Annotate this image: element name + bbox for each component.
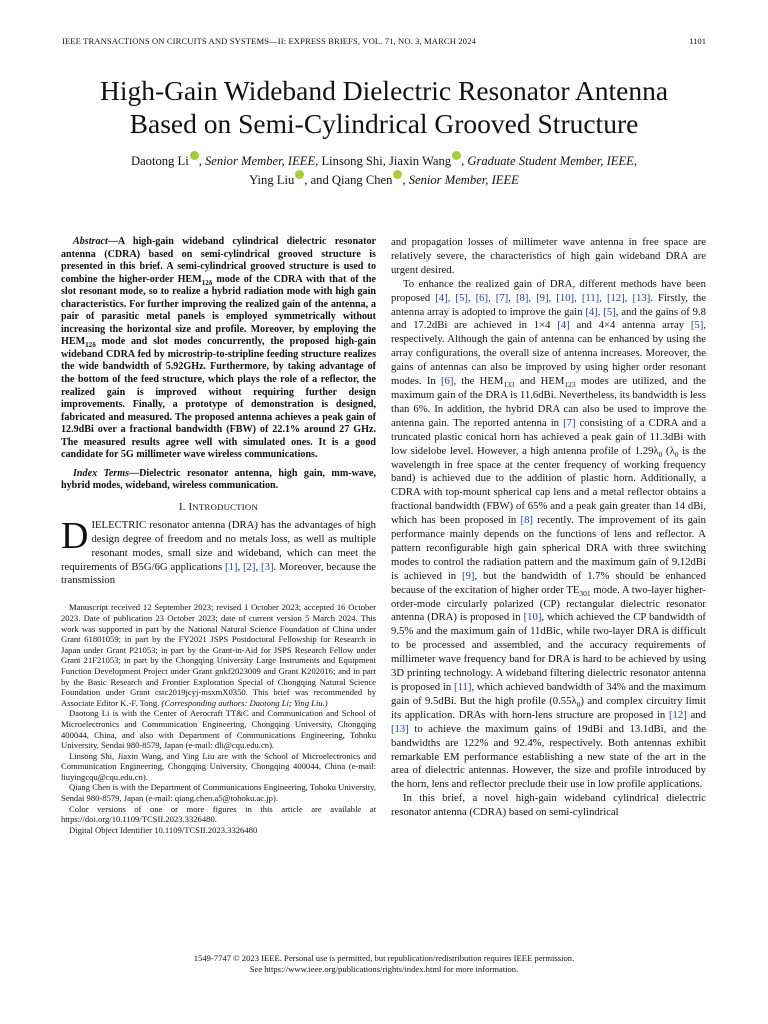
body-paragraph: To enhance the realized gain of DRA, different methods have been proposed [4], [5], [6], [7], [8], [9], [10], [11], [12], [13]. Firstly, the antenna array is adopted to improve the gain [4], [5], and the gains of 9.8 and 17.2dBi are achieved in 1×4 [4] and 4×4 antenna array [5], respectively. Although the gain of antenna can be enhanced by using the array configurations, the overall size of antenna increases. Moreover, the gains of antennas can also be improved by using higher order resonant modes. In [6], the $HEM_{133}$ and $HEM_{123}$ modes are utilized, and the maximum gain of the DRA is 11.6dBi. Nevertheless, its bandwidth is less than 6%. In addition, the hybrid DRA can also be used to improve the antenna gain. The reported antenna in [7] consisting of a CDRA and a truncated plastic conical horn has achieved a peak gain of 11.3dBi with low sidelobe level. However, a high antenna profile of $1.29\lambda_0$ ($\lambda_0$ is the wavelength in free space at the center frequency of working frequency band) is achieved due to the addition of plastic horn. Additionally, a CDRA with top-mount spherical cap lens and a metal reflector obtains a fractional bandwidth (FBW) of 65% and a peak gain greater than 14 dBi, which has been proposed in [8] recently. The improvement of its gain performance mainly depends on the functions of lens and reflector. A pattern reconfigurable high gain spherical DRA with three switching modes to control the radiation pattern and the maximum gain of 9.12dBi is achieved in [9], but the bandwidth of 1.7% should be enhanced because of the excitation of higher order $TE_{301}$ mode. A two-layer higher-order-mode circularly polarized (CP) rectangular dielectric resonator antenna (DRA) is proposed in [10], which achieved the CP bandwidth of 9.5% and the maximum gain of 11dBic, while two-layer DRA is difficult to be processed and assembled, and the accuracy requirements of millimeter wave frequency band for DRA is hard to be achieved by using 3D printing technology. A wideband filtering dielectric resonator antenna is proposed in [11], which achieved bandwidth of 34% and the maximum gain of 9.5dBi. But the high profile $(0.55\lambda_0)$ and complex circuitry limit its application. DRAs with horn-lens structure are proposed in [12] and [13] to achieve the maximum gains of 19dBi and 13.1dBi, and the bandwidths are 122% and 92.4%, respectively. Both antennas exhibit remarkable EM performance establishing a new state of the art in the area of dielectric antennas. However, the size and profile introduced by the horn, lens and reflector preclude their use in low profile applications. [391,277,707,791]
footnote-color-versions: Color versions of one or more figures in this article are available at https://doi.org/10.1109/TCSII.2023.3326480. [61,803,376,825]
title-line-1: High-Gain Wideband Dielectric Resonator Antenna [99,75,669,106]
abstract: Abstract—A high-gain wideband cylindrical dielectric resonator antenna (CDRA) based on semi-cylindrical grooved structure is presented in this brief. A semi-cylindrical grooved structure is used to combine the higher-order $HEM_{12\delta}$ mode of the CDRA with that of the slot resonant mode, so to realize a hybrid radiation mode with high gain characteristics. For further improving the realized gain of the antenna, a pair of parasitic metal panels is employed symmetrically without increasing the horizontal size and profile. Moreover, by employing the $HEM_{12\delta}$ mode and slot modes concurrently, the proposed high-gain wideband CDRA fed by microstrip-to-stripline feeding structure realizes the wide bandwidth of 5.92GHz. Furthermore, by taking advantage of the bottom of the feed structure, which plays the role of a reflector, the realized gain is improved without requiring further design improvements. Finally, a prototype of demonstration is designed, fabricated and measured. The proposed antenna achieves a peak gain of 12.9dBi over a fractional bandwidth (FBW) of 22.1% around 27 GHz. The measured results agree well with simulated ones. It is a good candidate for 5G millimeter wave wireless communications. [61,236,377,461]
footnote-affiliation: Qiang Chen is with the Department of Communications Engineering, Tohoku University, Sendai 980-8579, Japan (e-mail: qiang.chen.a5@tohoku.ac.jp). [61,782,376,804]
author-name: , and Qiang Chen [304,173,393,187]
orcid-icon[interactable] [295,170,304,179]
author-name: Daotong Li [130,154,189,168]
copyright-line: 1549-7747 © 2023 IEEE. Personal use is permitted, but republication/redistribution requires IEEE permission. [193,953,575,963]
paper-title [40,74,728,140]
copyright-footer [40,953,728,975]
author-membership: , Senior Member, IEEE, [198,154,319,168]
citation-link[interactable]: [10] [523,611,542,624]
author-name: Linsong Shi, Jiaxin Wang [318,154,452,168]
intro-paragraph: DIELECTRIC resonator antenna (DRA) has the advantages of high design degree of freedom and no metals loss, as well as multiple resonant modes, small size and wideband, which can meet the requirements of B5G/6G applications [1], [2], [3]. Moreover, because the transmission [61,514,377,587]
citation-link[interactable]: [11] [454,681,472,693]
body-paragraph: In this brief, a novel high-gain wideband cylindrical dielectric resonator antenna (CDRA) based on semi-cylindrical [391,792,706,819]
citation-link[interactable]: [13] [391,722,409,735]
citation-link[interactable]: [9] [462,569,475,582]
author-name: Ying Liu [249,173,295,187]
citation-link[interactable]: [12] [669,708,687,721]
citation-link[interactable]: [4], [5], [6], [7], [8], [9], [10], [11], [12], [13] [435,291,651,304]
author-membership: , Graduate Student Member, IEEE, [461,154,637,168]
title-line-2: Based on Semi-Cylindrical Grooved Structure [129,108,639,139]
right-column [391,236,706,820]
footnotes [61,602,376,835]
rights-link[interactable]: See https://www.ieee.org/publications/rights/index.html for more information. [249,964,519,974]
citation-link[interactable]: [4] [557,319,570,332]
citation-link[interactable]: [5] [690,319,704,332]
footnote-affiliation: Daotong Li is with the Center of Aerocraft TT&C and Communication and School of Microelectronics and Communication Engineering, Chongqing University, Chongqing 400044, China, and also with Department of Communications Engineering, Tohoku University, Sendai 980-8579, Japan (e-mail: dli@cqu.edu.cn). [61,708,376,751]
left-column [61,236,376,835]
citation-link[interactable]: [6] [440,375,454,388]
page-number: 1101 [689,36,706,46]
footnote-doi: Digital Object Identifier 10.1109/TCSII.2023.3326480 [69,824,258,835]
index-terms-label: Index Terms [73,467,130,479]
running-header: IEEE TRANSACTIONS ON CIRCUITS AND SYSTEMS—II: EXPRESS BRIEFS, VOL. 71, NO. 3, MARCH 2024 [62,36,476,46]
index-terms: Index Terms—Dielectric resonator antenna, high gain, mm-wave, hybrid modes, wideband, wireless communication. [61,467,376,492]
citation-link[interactable]: [3] [261,560,274,573]
author-membership: , Senior Member, IEEE [402,173,519,187]
abstract-label: Abstract [73,236,108,247]
drop-cap: D [61,514,89,557]
citation-link[interactable]: [8] [520,514,533,527]
footnote-manuscript: Manuscript received 12 September 2023; revised 1 October 2023; accepted 16 October 2023. Date of publication 23 October 2023; date of current version 5 March 2024. This work was supported in part by the National Natural Science Foundation of China under Grant 61801059; in part by the FY2021 JSPS Postdoctoral Fellowship for Research in Japan under Grant P21053; in part by the Grant-in-Aid for JSPS Research Fellow under Grant 21F21053; in part by the Chongqing University Large Instruments and Equipment Function Development Project under Grant gnkf2023009 and Grant K202016; and in part by the Basic Research and Frontier Exploration Special of Chongqing Natural Science Foundation under Grant cstc2019jcyj-msxmX0350. This brief was recommended by Associate Editor K.-F. Tong. (Corresponding authors: Daotong Li; Ying Liu.) [61,602,376,708]
footnote-affiliation: Linsong Shi, Jiaxin Wang, and Ying Liu are with the School of Microelectronics and Communication Engineering, Chongqing University, Chongqing 400044, China (e-mail: liuyingcqu@cqu.edu.cn). [61,750,376,782]
orcid-icon[interactable] [190,151,199,160]
citation-link[interactable]: [7] [563,416,576,429]
body-paragraph: and propagation losses of millimeter wave antenna in free space are relatively severe, the characteristics of high gain wideband DRA are urgent desired. [391,236,706,276]
orcid-icon[interactable] [452,151,461,160]
citation-link[interactable]: [4], [5] [585,305,616,318]
author-list [40,151,728,189]
citation-link[interactable]: [1] [225,560,238,573]
citation-link[interactable]: [2] [243,560,256,573]
section-heading-introduction: I. INTRODUCTION [178,500,258,513]
